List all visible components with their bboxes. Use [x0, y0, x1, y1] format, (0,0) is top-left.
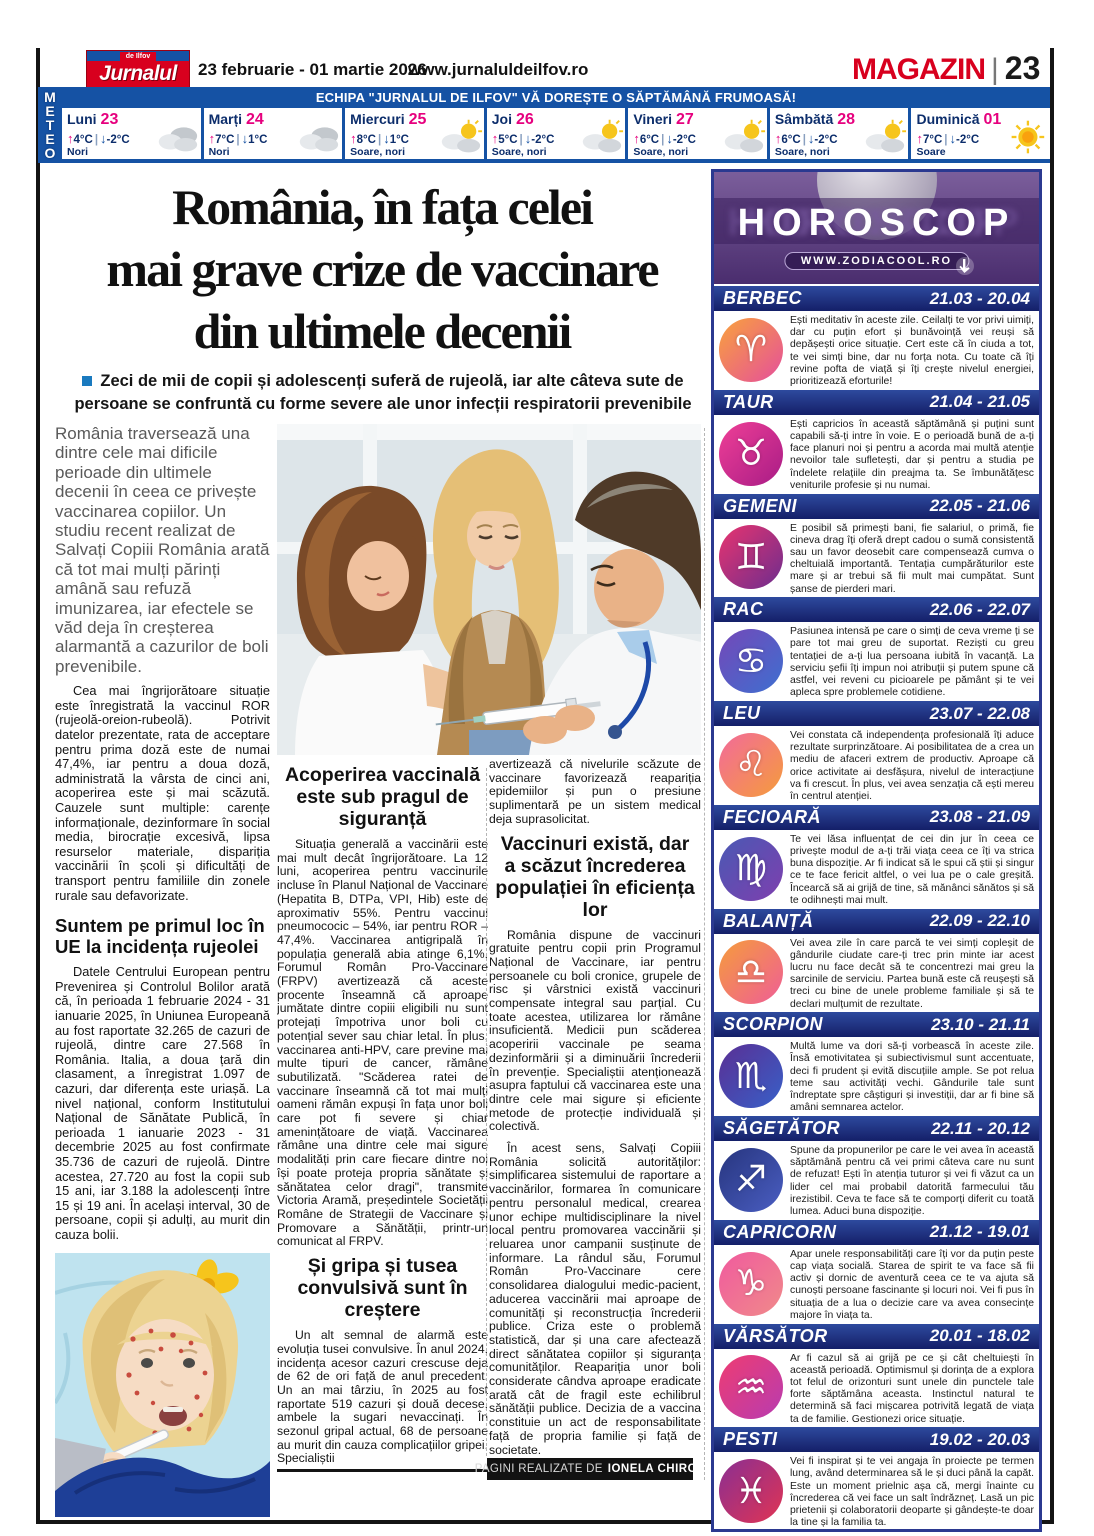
weather-card-joi: Joi 26 ↑5°C | ↓-2°C Soare, nori	[487, 108, 626, 159]
horoscope-title: HOROSCOP	[737, 202, 1016, 244]
condition: Nori	[208, 146, 230, 158]
zodiac-entry-berbec	[714, 284, 1039, 388]
down-arrow-icon: ↓	[100, 131, 107, 146]
high-temp: 8°C	[356, 134, 376, 146]
sun-icon	[1003, 118, 1049, 156]
day-number: 28	[837, 111, 856, 128]
zodiac-dates: 22.05 - 21.06	[929, 496, 1030, 515]
zodiac-entry-gemeni	[714, 492, 1039, 596]
paragraph: România dispune de vaccinuri gratuite pentru copii prin Programul Național de Vaccinare, iar pentru persoanele cu boli cronice, grupele de risc și vârstnici există vaccinuri compensate integral sau parțial. Cu toate acestea, utilizarea lor rămâne insuficientă. Medicii pun scăderea acoperirii vaccinale pe seama dezinformării și a diminuării încrederii în prevenție. Specialiștii atenționează asupra faptului că vaccinarea este una dintre cele mai sigure și eficiente metode de protecție individuală și colectivă.	[489, 927, 701, 1134]
day-number: 24	[246, 111, 264, 128]
zodiac-text: Ar fi cazul să ai grijă pe ce și cât cheltuiești în această perioadă. Optimismul și dorința de a explora tot felul de orizonturi sunt unele din punctele tale forte săptămâna aceasta. Instinctul natural te determină să faci mișcarea potrivită legată de viața ta de familie. Gestionezi orice situație.	[790, 1352, 1034, 1425]
issue-date: 23 februarie - 01 martie 2026	[198, 60, 427, 79]
section-heading: Și gripa și tusea convulsivă sunt în creștere	[297, 1255, 468, 1322]
zodiac-entry-leu	[714, 699, 1039, 803]
zodiac-name: CAPRICORN	[723, 1221, 837, 1242]
low-temp: -2°C	[531, 134, 555, 146]
weather-strip	[62, 108, 1050, 163]
day-name: Sâmbătă	[774, 111, 834, 127]
up-arrow-icon: ↑	[350, 131, 357, 146]
cloud-icon	[154, 118, 200, 156]
zodiac-name: FECIOARĂ	[723, 806, 821, 827]
weather-card-luni: Luni 23 ↑4°C | ↓-2°C Nori	[62, 108, 201, 159]
zodiac-entry-fecioara	[714, 803, 1039, 907]
up-arrow-icon: ↑	[774, 131, 782, 146]
paragraph: avertizează că nivelurile scăzute de vaccinare favorizează reapariția epidemiilor și pun o presiune suplimentară pe un sistem medical deja suprasolicitat.	[489, 758, 701, 826]
zodiac-text: Ești meditativ în aceste zile. Ceilalți te vor privi uimiți, dar cu puțin efort și bunăvoință vei reuși să depășești orice situație. Cert este că în ciuda a tot, te vei simți bine, dar nu forța nota. Cu toate că îți revine pofta de viață și îți crește nivelul energiei, prioritizează eforturile!	[790, 315, 1034, 388]
article-headline: România, în fața celei mai grave crize de vaccinare din ultimele decenii	[106, 179, 658, 359]
high-temp: 7°C	[215, 134, 235, 146]
section-and-page	[852, 50, 1040, 87]
leo-icon: ♌	[719, 733, 783, 797]
zodiac-dates: 20.01 - 18.02	[929, 1326, 1030, 1345]
weather-card-marti: Marți 24 ↑7°C | ↓1°C Nori	[204, 108, 343, 159]
down-arrow-icon: ↓	[524, 131, 532, 146]
high-temp: 6°C	[781, 134, 801, 146]
photo-vaccination	[277, 424, 701, 755]
article-intro: România traversează una dintre cele mai dificile perioade din ultimele decenii în ceea ce privește vaccinarea copiilor. Un studiu recent realizat de Salvați Copiii România arată că tot mai mulți părinți amână sau refuză imunizarea, iar efectele se văd deja în creșterea alarmantă a cazurilor de boli prevenibile.	[55, 424, 270, 676]
greeting-banner: ECHIPA "JURNALUL DE ILFOV" VĂ DOREȘTE O SĂPTĂMÂNĂ FRUMOASĂ!	[62, 87, 1050, 108]
condition: Soare, nori	[491, 146, 547, 158]
high-temp: 6°C	[639, 134, 660, 146]
section-heading: Vaccinuri există, dar a scăzut încrederea populației în eficiența lor	[495, 832, 695, 921]
article-horoscope-divider	[704, 428, 705, 1480]
day-number: 23	[100, 111, 119, 128]
newspaper-website: www.jurnaluldeilfov.ro	[408, 60, 589, 79]
zodiac-name: PESTI	[723, 1429, 778, 1450]
zodiac-name: LEU	[723, 703, 761, 723]
zodiac-name: RAC	[723, 599, 764, 620]
condition: Soare, nori	[350, 146, 406, 158]
credit-bar	[474, 1458, 706, 1480]
down-arrow-icon: ↓	[949, 131, 956, 146]
zodiac-dates: 22.09 - 22.10	[929, 911, 1030, 930]
zodiac-dates: 23.08 - 21.09	[929, 807, 1030, 827]
day-name: Duminică	[916, 111, 980, 127]
sick-child-illustration	[55, 1253, 270, 1517]
up-arrow-icon: ↑	[67, 131, 74, 146]
zodiac-text: Vei fi inspirat și te vei angaja în proiecte pe termen lung, având determinarea să le și duci până la capăt. Este un moment prielnic așa că, mergi înainte cu încrederea că vei face un salt îndrăzneț. Lasă un pic prietenii și colaboratorii deoparte și gândește-te doar la tine și la familia ta.	[790, 1456, 1034, 1529]
zodiac-dates: 22.06 - 22.07	[929, 599, 1030, 619]
sun-cloud-icon	[437, 118, 483, 156]
section-title: MAGAZIN	[852, 53, 985, 86]
day-name: Luni	[67, 111, 97, 127]
column-middle	[277, 758, 488, 1468]
weather-card-vineri: Vineri 27 ↑6°C | ↓-2°C Soare, nori	[628, 108, 767, 159]
credit-name: IONELA CHIRCU	[607, 1463, 706, 1475]
low-temp: -2°C	[106, 134, 130, 146]
bullet-square-icon	[82, 376, 92, 386]
click-hand-icon	[955, 256, 975, 276]
down-arrow-icon: ↓	[666, 131, 673, 146]
up-arrow-icon: ↑	[633, 131, 640, 146]
sun-cloud-icon	[720, 118, 766, 156]
cloud-icon	[295, 118, 341, 156]
high-temp: 7°C	[922, 134, 943, 146]
day-number: 25	[408, 111, 427, 128]
weather-card-sambata: Sâmbătă 28 ↑6°C | ↓-2°C Soare, nori	[770, 108, 909, 159]
separator: |	[990, 53, 999, 86]
day-name: Vineri	[633, 111, 672, 127]
zodiac-name: SCORPION	[723, 1014, 824, 1035]
day-name: Joi	[491, 111, 512, 127]
page-number: 23	[1004, 50, 1041, 86]
scorpio-icon: ♏	[719, 1044, 783, 1108]
article-subtitle: Zeci de mii de copii și adolescenți suferă de rujeolă, iar alte câteva sute de persoane se confruntă cu forme severe ale unor infecții respiratorii prevenibile	[74, 372, 692, 413]
zodiac-text: Multă lume va dori să-ți vorbească în aceste zile. Însă emotivitatea și subiectivismul sunt accentuate, deci fi prudent și evită discuțiile ample. Se pot relua teme sau activități vechi. Gândurile tale sunt îndreptate spre câștiguri și investiții, dar ar fi bine să amâni semnarea actelor.	[790, 1041, 1034, 1114]
zodiac-name: BALANȚĂ	[723, 910, 814, 931]
sagittarius-icon: ♐	[719, 1148, 783, 1212]
zodiac-text: Pasiunea intensă pe care o simți de ceva vreme ți se pare tot mai greu de suportat. Reziști cu greu tentației de a-ți lua persoana iubită în vacanță. La serviciu șefii îți impun noi atribuții și putem spune că astfel, vei reveni cu picioarele pe pământ și te vei apleca spre problemele cotidiene.	[790, 626, 1034, 699]
zodiac-name: VĂRSĂTOR	[723, 1325, 828, 1346]
zodiac-name: BERBEC	[723, 288, 803, 308]
page-frame-right	[1050, 48, 1054, 1524]
section-heading: Acoperirea vaccinală este sub pragul de siguranță	[284, 764, 481, 830]
horoscope-header	[714, 172, 1039, 284]
up-arrow-icon: ↑	[491, 131, 499, 146]
zodiac-entry-rac	[714, 595, 1039, 699]
zodiac-entry-taur	[714, 388, 1039, 492]
column-divider	[486, 768, 487, 1456]
page-frame-left	[36, 48, 40, 1524]
zodiac-name: TAUR	[723, 391, 774, 412]
condition: Nori	[67, 146, 88, 158]
low-temp: 1°C	[389, 134, 409, 146]
virgo-icon: ♍	[719, 837, 783, 901]
high-temp: 4°C	[73, 134, 93, 146]
sun-cloud-icon	[861, 118, 907, 156]
down-arrow-icon: ↓	[807, 131, 815, 146]
day-number: 27	[675, 111, 694, 128]
zodiac-dates: 23.10 - 21.11	[931, 1014, 1030, 1034]
vaccination-illustration	[277, 424, 701, 755]
day-name: Miercuri	[350, 111, 405, 127]
aquarius-icon: ♒	[719, 1355, 783, 1419]
logo-topband	[87, 51, 189, 61]
paragraph: Situația generală a vaccinării este mai mult decât îngrijorătoare. La 12 luni, acoperirea pentru vaccinurile incluse în Planul Național de Vaccinare (Hepatita B, DTPa, VPI, Hib) este de aproximativ 55%. Pentru vaccinul pneumococic – 54%, iar pentru ROR – 47,4%. Vaccinarea antigripală în populația generală abia atinge 6,1%. Forumul Român Pro-Vaccinare (FRPV) avertizează că aceste procente înseamnă că aproape jumătate dintre copiii eligibili nu sunt protejați împotriva unor boli cu potențial sever sau chiar letal. În plus, vaccinarea anti-HPV, care previne mai multe tipuri de cancer, rămâne subutilizată. "Scăderea ratei de vaccinare înseamnă că tot mai mulți oameni rămân expuși în fața unor boli care pot fi severe și chiar amenințătoare de viață. Vaccinarea rămâne una dintre cele mai sigure modalități prin care fiecare dintre noi își poate proteja propria sănătate și sănătatea celor dragi", transmite Victoria Aramă, președintele Societății Române de Strategii de Vaccinare și Promovare a Sănătății, printr-un comunicat al FRPV.	[277, 837, 488, 1249]
weather-card-miercuri: Miercuri 25 ↑8°C | ↓1°C Soare, nori	[345, 108, 484, 159]
zodiac-dates: 22.11 - 20.12	[931, 1118, 1030, 1138]
zodiacool-website: WWW.ZODIACOOL.RO	[784, 252, 969, 270]
low-temp: 1°C	[248, 134, 268, 146]
low-temp: -2°C	[956, 134, 980, 146]
day-name: Marți	[208, 111, 243, 127]
paragraph: Cea mai îngrijorătoare situație este înregistrată la vaccinul ROR (rujeolă-oreion-rubeolă). Potrivit datelor prezentate, rata de acceptare pentru prima doză este de numai 47,4%, iar pentru a doua doză, administrată la vârsta de cinci ani, acoperirea este și mai scăzută. Cauzele sunt multiple: carențe informaționale, dezinformare în social media, birocrație excesivă, lipsa resurselor materiale, dispariția vaccinării în școli și dificultăți de transport pentru familiile din zonele rurale sau defavorizate.	[55, 683, 270, 903]
down-arrow-icon: ↓	[383, 131, 390, 146]
condition: Soare	[916, 146, 946, 158]
column-right	[489, 758, 701, 1456]
aries-icon: ♈	[719, 318, 783, 382]
paragraph: Un alt semnal de alarmă este evoluția tusei convulsive. În anul 2024, incidența acesor cazuri crescuse deja de 62 de ori față de anul precedent. Un an mai târziu, în 2025 au fost raportate 519 cazuri și două decese, ambele la sugari nevaccinați. În sezonul gripal actual, 68 de persoane au murit din cauza complicațiilor gripei. Specialiștii	[277, 1328, 488, 1466]
zodiac-text: Ești capricios în această săptămână și puțini sunt capabili să-ți intre în voie. E o perioadă bună de a-ți face planuri noi și pentru a acorda mai multă atenție nevoilor tale sufletești, dar și pentru a studia pe îndelete relațiile din preajma ta. Se îmbunătățesc veniturile profesie și nu numai.	[790, 418, 1034, 491]
zodiac-entry-balanta	[714, 907, 1039, 1011]
horoscope-panel	[711, 169, 1042, 1532]
libra-icon: ♎	[719, 940, 783, 1004]
up-arrow-icon: ↑	[208, 131, 216, 146]
zodiac-name: SĂGETĂTOR	[723, 1118, 841, 1138]
zodiac-text: Spune da propunerilor pe care le vei avea în această săptămână pentru că vei primi câteva care nu sunt de refuzat! Ești în atenția tuturor și vei fi văzut ca un lider cel mai probabil datorită farmecului tău irezistibil. Ceva te face să te comporți diferit cu toată lumea. Aduci buna dispoziție.	[790, 1145, 1034, 1218]
logo-subtitle: de Ilfov	[120, 52, 157, 61]
zodiac-text: Apar unele responsabilități care îți vor da puțin peste cap viața socială. Starea de spirit te va face să fii activ și dornic de aventură ceea ce te va ajuta să cunoști persoane fascinante și locuri noi. Vei fi pus în situația de a lua o decizie care va avea consecințe majore în viața ta.	[790, 1248, 1034, 1321]
pisces-icon: ♓	[719, 1459, 783, 1523]
low-temp: -2°C	[672, 134, 696, 146]
sun-cloud-icon	[578, 118, 624, 156]
weather-card-duminica: Duminică 01 ↑7°C | ↓-2°C Soare	[911, 108, 1050, 159]
logo-title: Jurnalul	[99, 62, 177, 85]
zodiac-text: Vei avea zile în care parcă te vei simți copleșit de gândurile ciudate care-ți trec prin minte iar acest lucru nu face decât să te concentrezi mai greu la sarcinile de serviciu. Partea bună este că reușești să treci cu bine de unele probleme familiale și să te declari mulțumit de rezultate.	[790, 937, 1034, 1010]
zodiac-entry-pesti	[714, 1425, 1039, 1529]
credit-label: PAGINI REALIZATE DE	[474, 1463, 603, 1475]
gemini-icon: ♊	[719, 525, 783, 589]
zodiac-entry-varsator	[714, 1322, 1039, 1426]
day-number: 01	[983, 111, 1002, 128]
capricorn-icon: ♑	[719, 1252, 783, 1316]
paragraph: Datele Centrului European pentru Prevenirea și Controlul Bolilor arată că, în perioada 1 februarie 2024 - 31 ianuarie 2025, în Uniunea Europeană au fost raportate 32.265 de cazuri de rujeolă, dintre care 27.568 în România. Italia, a doua țară din clasament, a înregistrat 1.097 de cazuri, dar diferența este uriașă. La nivel național, conform Institutului Național de Sănătate Publică, în perioada 1 ianuarie 2023 - 31 decembrie 2025 au fost confirmate 35.736 de cazuri de rujeolă. Dintre acestea, 27.720 au fost la copii sub 15 ani, iar 3.188 la adolescenți între 15 și 19 ani. În același interval, 30 de persoane, copii și adulți, au murit din cauza bolii.	[55, 964, 270, 1242]
up-arrow-icon: ↑	[916, 131, 923, 146]
day-number: 26	[515, 111, 534, 128]
condition: Soare, nori	[774, 146, 830, 158]
down-arrow-icon: ↓	[241, 131, 249, 146]
photo-sick-child	[55, 1253, 270, 1517]
article-bottom-rule	[277, 1469, 489, 1472]
zodiac-dates: 21.04 - 21.05	[929, 392, 1030, 412]
zodiac-dates: 19.02 - 20.03	[929, 1429, 1030, 1449]
zodiac-entry-capricorn	[714, 1218, 1039, 1322]
zodiac-name: GEMENI	[723, 495, 798, 516]
zodiac-dates: 21.03 - 20.04	[929, 288, 1030, 308]
paragraph: În acest sens, Salvați Copiii România solicită autorităților: simplificarea sistemului de raportare a vaccinărilor, formarea în comunicare pentru personalul medical, crearea unor echipe multidisciplinare la nivel local pentru promovarea vaccinării și reluarea unor campanii susținute de informare. La rândul său, Forumul Român Pro-Vaccinare cere consolidarea dialogului medic-pacient, aducerea vaccinării mai aproape de comunități și reconstrucția încrederii publice. Criza este o problemă statistică, dar și una care afectează direct sănătatea copiilor și siguranța comunităților. Reapariția unor boli considerate cândva aproape eradicate arată cât de fragil este echilibrul sănătății publice. Decizia de a vaccina constituie un act de responsabilitate față de propria familie și față de societate.	[489, 1141, 701, 1456]
zodiac-dates: 23.07 - 22.08	[929, 703, 1030, 723]
taurus-icon: ♉	[719, 422, 783, 486]
zodiac-text: Te vei lăsa influențat de cei din jur în ceea ce privește modul de a-ți trăi viața ceea ce îți va strica buna dispoziție. Ar fi indicat să le spui că știi și singur ce te face fericit altfel, o vei lua pe o cale greșită. Încearcă să ai grijă de tine, să mănânci sănătos și să te odihnești mai mult.	[790, 833, 1034, 906]
condition: Soare, nori	[633, 146, 689, 158]
meteo-vertical-label: M E T E O	[38, 87, 62, 163]
zodiac-dates: 21.12 - 19.01	[929, 1222, 1030, 1242]
cancer-icon: ♋	[719, 629, 783, 693]
section-heading: Suntem pe primul loc în UE la incidența rujeolei	[55, 915, 265, 958]
zodiac-text: E posibil să primești bani, fie salariul, o primă, fie cineva drag îți oferă drept cadou o sumă consistentă sau un favor deosebit care compensează cumva o cheltuială importantă. Tentația cumpărăturilor este mare și ar trebui să fii mult mai cumpătat. Sunt șanse de pierderi mari.	[790, 522, 1034, 595]
column-left	[55, 424, 270, 1242]
zodiac-entry-sagetator	[714, 1114, 1039, 1218]
low-temp: -2°C	[814, 134, 838, 146]
zodiac-text: Vei constata că independența profesională îți aduce rezultate surprinzătoare. Ai posibilitatea de a crea un mediu de afaceri extrem de productiv. Aproape că orice activitate ai desfășura, nivelul de interacțiune va fi crescut. În plus, vei avea senzația că ești mereu în centrul atenției.	[790, 730, 1034, 803]
high-temp: 5°C	[498, 134, 518, 146]
newspaper-logo	[86, 50, 190, 92]
zodiac-entry-scorpion	[714, 1010, 1039, 1114]
